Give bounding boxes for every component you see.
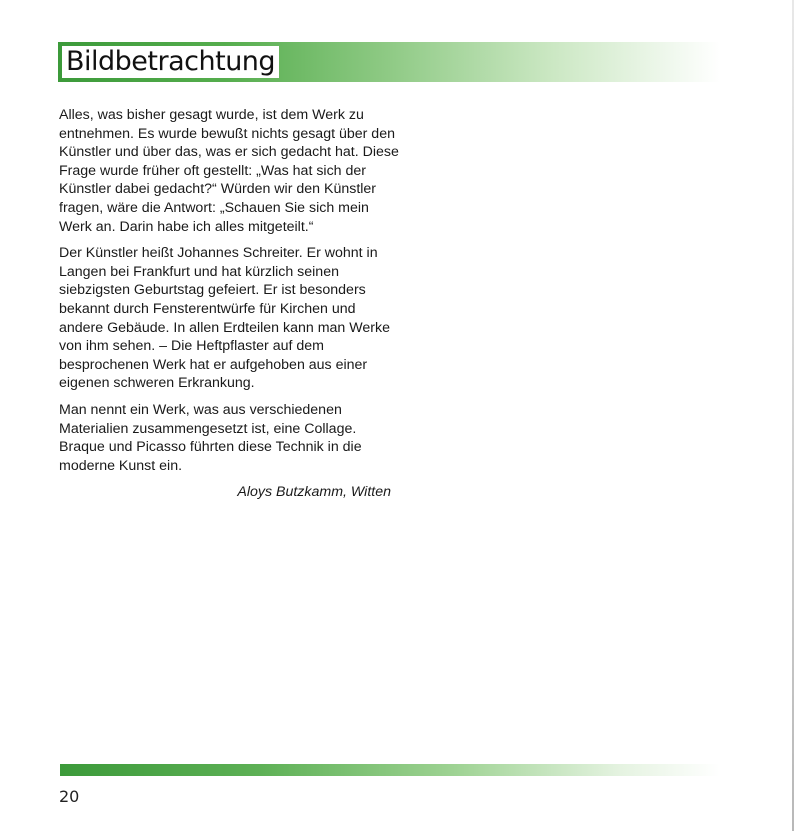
paragraph-1: Alles, was bisher gesagt wurde, ist dem Werk zu entnehmen. Es wurde bewußt nichts gesagt über den Künstler und über das, was er sich gedacht hat. Diese Frage wurde früher oft gestellt: „Was hat sich der Künstler dabei gedacht?“ Würden wir den Künstler fragen, wäre die Antwort: „Schauen Sie sich mein Werk an. Darin habe ich alles mitgeteilt.“ bbox=[59, 107, 399, 235]
paragraph-2: Der Künstler heißt Johannes Schreiter. Er wohnt in Langen bei Frankfurt und hat kürzlich seinen siebzigsten Geburtstag gefeiert. Er ist besonders bekannt durch Fensterentwürfe für Kirchen und andere Gebäude. In allen Erdteilen kann man Werke von ihm sehen. – Die Heftpflaster auf dem besprochenen Werk hat er aufgehoben aus einer eigenen schweren Erkrankung. bbox=[59, 245, 390, 392]
page-edge bbox=[792, 0, 794, 831]
paragraph-3: Man nennt ein Werk, was aus verschiedenen Materialien zusammengesetzt ist, eine Collage. Braque und Picasso führten diese Technik in die moderne Kunst ein. bbox=[59, 401, 362, 474]
article-body bbox=[59, 106, 399, 510]
page-title: Bildbetrachtung bbox=[66, 46, 276, 77]
page-number: 20 bbox=[59, 787, 80, 806]
footer-gradient-band bbox=[60, 764, 720, 776]
author-signature: Aloys Butzkamm, Witten bbox=[237, 484, 391, 501]
title-box bbox=[62, 46, 279, 78]
